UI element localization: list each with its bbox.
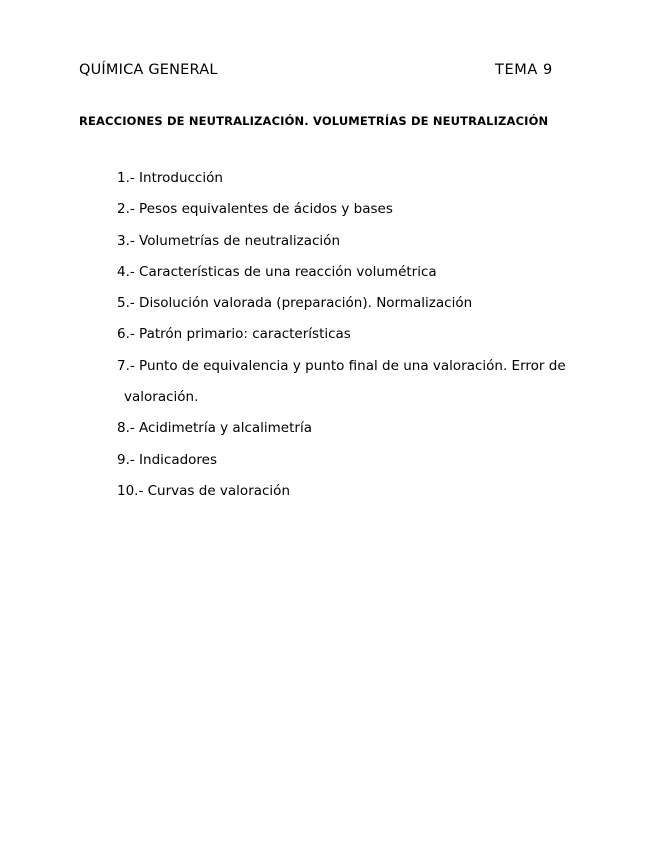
toc-item-text: 2.- Pesos equivalentes de ácidos y bases <box>117 201 393 218</box>
toc-item <box>117 288 587 319</box>
toc-item <box>117 194 587 225</box>
toc-item-text: 9.- Indicadores <box>117 451 218 468</box>
toc-item-text: 6.- Patrón primario: características <box>117 326 351 343</box>
course-title: QUÍMICA GENERAL <box>79 62 218 78</box>
toc-item-text: 3.- Volumetrías de neutralización <box>117 232 340 249</box>
toc-item-text: 4.- Características de una reacción volumétrica <box>117 263 437 280</box>
toc-item <box>117 319 587 350</box>
toc-item-text: 10.- Curvas de valoración <box>117 482 291 499</box>
toc-item <box>117 226 587 257</box>
toc-item <box>117 351 587 414</box>
toc-item-text: 1.- Introducción <box>117 170 223 186</box>
toc-item <box>117 257 587 288</box>
toc-item-text: 8.- Acidimetría y alcalimetría <box>117 420 312 437</box>
document-subtitle: REACCIONES DE NEUTRALIZACIÓN. VOLUMETRÍAS DE NEUTRALIZACIÓN <box>79 114 549 128</box>
table-of-contents <box>117 163 587 507</box>
toc-item-continuation: valoración. <box>124 389 199 406</box>
topic-number: TEMA 9 <box>495 62 553 78</box>
toc-item <box>117 476 587 507</box>
toc-item-text: 7.- Punto de equivalencia y punto final de una valoración. Error de <box>117 357 566 374</box>
toc-item <box>117 163 587 194</box>
toc-item <box>117 413 587 444</box>
toc-item-text: 5.- Disolución valorada (preparación). Normalización <box>117 295 473 312</box>
toc-item <box>117 445 587 476</box>
